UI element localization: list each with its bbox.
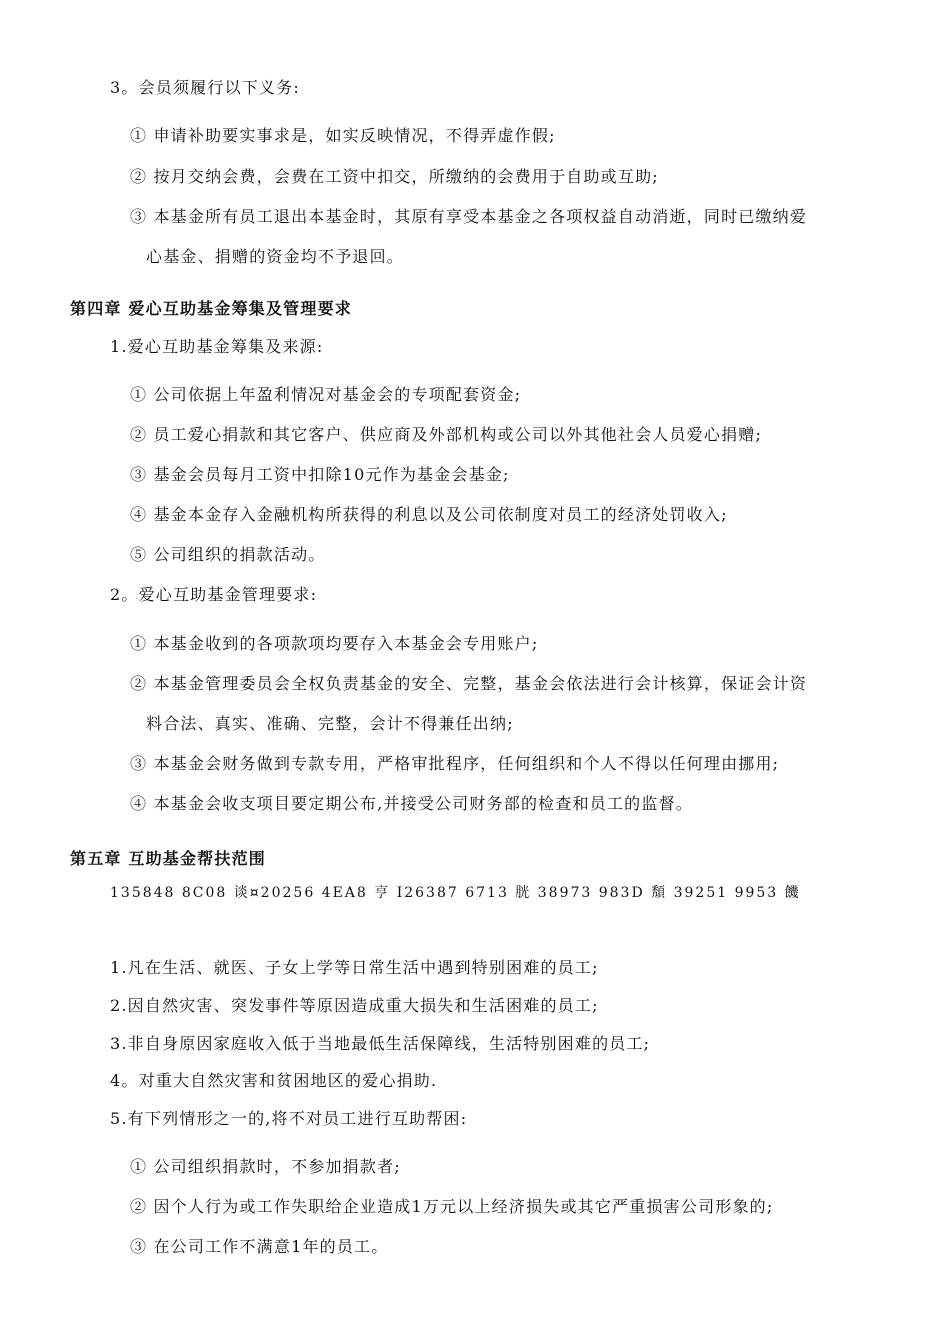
chapter-4-s2-item-3: ③ 本基金会财务做到专款专用，严格审批程序，任何组织和个人不得以任何理由挪用; [130, 754, 780, 773]
chapter-4-s2-item-2: ② 本基金管理委员会全权负责基金的安全、完整，基金会依法进行会计核算，保证会计资 [130, 674, 808, 693]
chapter-5-sub-item-2: ② 因个人行为或工作失职给企业造成1万元以上经济损失或其它严重损害公司形象的; [130, 1197, 774, 1216]
chapter-4-section-1-heading: 1.爱心互助基金筹集及来源: [110, 337, 324, 356]
chapter-4-s1-item-5: ⑤ 公司组织的捐款活动。 [130, 545, 326, 564]
chapter-4-s2-item-1: ① 本基金收到的各项款项均要存入本基金会专用账户; [130, 634, 539, 653]
chapter-4-section-2-heading: 2。爱心互助基金管理要求: [110, 585, 318, 604]
chapter-4-s1-item-4: ④ 基金本金存入金融机构所获得的利息以及公司依制度对员工的经济处罚收入; [130, 505, 728, 524]
article-3-item-3-cont: 心基金、捐赠的资金均不予退回。 [146, 247, 405, 266]
article-3-item-2: ② 按月交纳会费，会费在工资中扣交，所缴纳的会费用于自助或互助; [130, 167, 659, 186]
chapter-5-item-3: 3.非自身原因家庭收入低于当地最低生活保障线，生活特别困难的员工; [110, 1034, 651, 1053]
chapter-5-item-5: 5.有下列情形之一的,将不对员工进行互助帮困: [110, 1109, 468, 1128]
chapter-4-s1-item-2: ② 员工爱心捐款和其它客户、供应商及外部机构或公司以外其他社会人员爱心捐赠; [130, 425, 763, 444]
chapter-4-title: 第四章 爱心互助基金筹集及管理要求 [70, 299, 352, 318]
chapter-4-s1-item-3: ③ 基金会员每月工资中扣除10元作为基金会基金; [130, 465, 510, 484]
chapter-5-item-1: 1.凡在生活、就医、子女上学等日常生活中遇到特别困难的员工; [110, 958, 599, 977]
chapter-4-s1-item-1: ① 公司依据上年盈利情况对基金会的专项配套资金; [130, 385, 522, 404]
chapter-5-code-line: 135848 8C08 谈¤20256 4EA8 亨 I26387 6713 胱 38973 983D 頽 39251 9953 饑 [110, 885, 801, 901]
chapter-5-title: 第五章 互助基金帮扶范围 [70, 849, 266, 868]
chapter-5-sub-item-3: ③ 在公司工作不满意1年的员工。 [130, 1237, 389, 1256]
chapter-4-s2-item-2-cont: 料合法、真实、准确、完整，会计不得兼任出纳; [146, 714, 514, 733]
chapter-5-sub-item-1: ① 公司组织捐款时，不参加捐款者; [130, 1157, 401, 1176]
article-3-item-1: ① 申请补助要实事求是，如实反映情况，不得弄虚作假; [130, 126, 556, 145]
article-3-item-3: ③ 本基金所有员工退出本基金时，其原有享受本基金之各项权益自动消逝，同时已缴纳爱 [130, 207, 808, 226]
chapter-4-s2-item-4: ④ 本基金会收支项目要定期公布,并接受公司财务部的检查和员工的监督。 [130, 794, 693, 813]
chapter-5-item-4: 4。对重大自然灾害和贫困地区的爱心捐助. [110, 1071, 438, 1090]
chapter-5-item-2: 2.因自然灾害、突发事件等原因造成重大损失和生活困难的员工; [110, 996, 599, 1015]
article-3-heading: 3。会员须履行以下义务: [110, 78, 300, 97]
